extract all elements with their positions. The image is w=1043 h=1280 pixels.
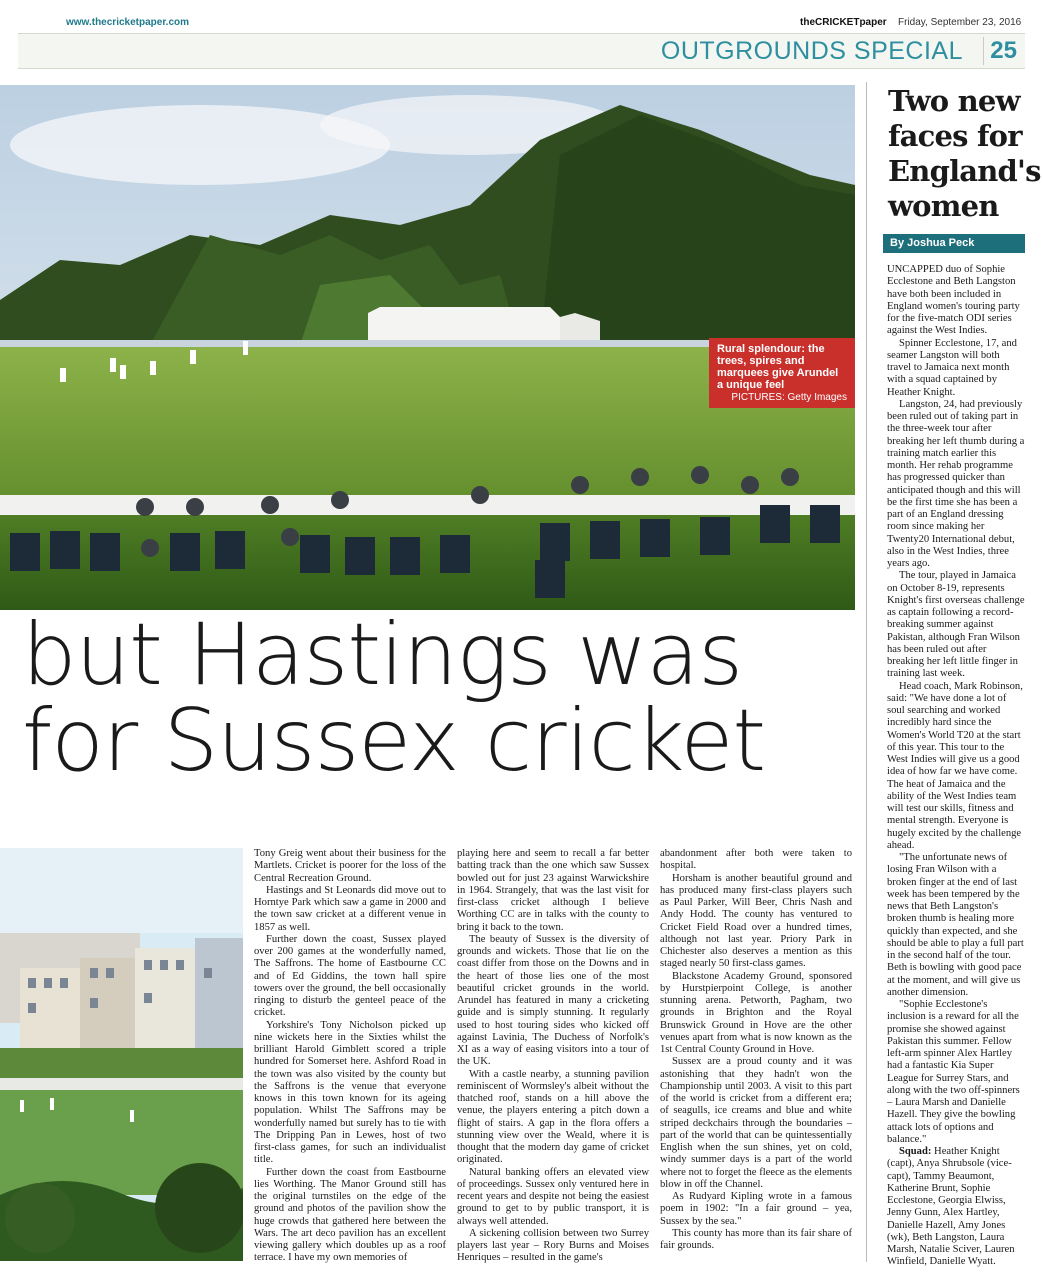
paragraph: Blackstone Academy Ground, sponsored by Hurstpierpoint College, is another stunning arena. Petworth, Pagham, two grounds in Brighton and the Royal Brunswick Ground in Hove are the other venues apart from what is now known as the 1st Central County Ground in Hove. <box>660 970 852 1055</box>
paragraph: The tour, played in Jamaica on October 8-19, represents Knight's first overseas challenge as captain following a record-breaking summer against Pakistan, although Fran Wilson has been ruled out after breaking her left little finger in training last week. <box>887 570 1025 680</box>
paragraph: Horsham is another beautiful ground and has produced many first-class players such as Paul Parker, Will Beer, Chris Nash and Andy Hodd. The county has ventured to Cricket Field Road over a hundred times, although not last year. Priory Park in Chichester also deserves a mention as this staged nearly 50 first-class games. <box>660 872 852 970</box>
paragraph: With a castle nearby, a stunning pavilion reminiscent of Wormsley's albeit without the thatched roof, stands on a hill above the venue, the players entering a pitch down a flight of stairs. A gap in the flora offers a stunning view over the Weald, where it is thought that the modern day game of cricket originated. <box>457 1068 649 1166</box>
coastal-ground-photo <box>0 848 243 1261</box>
article-column-2 <box>457 848 649 1265</box>
paragraph: Tony Greig went about their business for the Martlets. Cricket is poorer for the loss of the Central Recreation Ground. <box>254 848 446 884</box>
paragraph: This county has more than its fair share of fair grounds. <box>660 1227 852 1251</box>
squad-paragraph <box>887 1146 1025 1269</box>
paragraph: Hastings and St Leonards did move out to Horntye Park which saw a game in 2000 and the town saw cricket at a different venue in 1857 as well. <box>254 884 446 933</box>
section-title: OUTGROUNDS SPECIAL <box>660 37 963 65</box>
article-column-3 <box>660 848 852 1252</box>
headline-line-2: for Sussex cricket <box>22 691 766 791</box>
headline-line-1: but Hastings was <box>22 605 743 705</box>
photo-credit: PICTURES: Getty Images <box>731 392 847 403</box>
sidebar-story <box>866 82 1041 1268</box>
paragraph: abandonment after both were taken to hospital. <box>660 848 852 872</box>
paragraph: playing here and seem to recall a far better batting track than the one which saw Sussex bowled out for just 23 against Warwickshire in 1964. Strangely, that was the last visit for first-class cricket although I believe Worthing CC are in talks with the county to bring it back to the town. <box>457 848 649 933</box>
caption-text: Rural splendour: the trees, spires and marquees give Arundel a unique feel <box>717 343 839 391</box>
paragraph: Spinner Ecclestone, 17, and seamer Langston will both travel to Jamaica next month with a squad captained by Heather Knight. <box>887 337 1017 398</box>
website-url: www.thecricketpaper.com <box>66 17 190 28</box>
page-number: 25 <box>983 37 1017 65</box>
issue-date: Friday, September 23, 2016 <box>898 17 1022 28</box>
byline: By Joshua Peck <box>883 234 1025 253</box>
paragraph: Further down the coast, Sussex played over 200 games at the wonderfully named, The Saffrons. The home of Eastbourne CC and of Ed Giddins, the town hall spire towers over the ground, the bell occasionally ringing to disturb the genteel peace of the cricket. <box>254 933 446 1019</box>
paragraph: Langston, 24, had previously been ruled out of taking part in the three-week tour after breaking her left thumb during a training match earlier this month. Her rehab programme has progressed quicker than anticipated though and this will be the first time she has been a part of an England dressing room since making her Twenty20 International debut, also in the West Indies, three years ago. <box>887 398 1025 569</box>
seafront-scene-image <box>0 848 243 1261</box>
paragraph: Sussex are a proud county and it was astonishing that they hadn't won the Championship until 2003. A visit to this part of the world is cricket from a different era; of seagulls, ice creams and blue and white striped deckchairs through the boundaries – part of the world that can be quintessentially English when the sun shines, yet on cold, windy summer days is a part of the world where not to forget the fleece as the elements blow in off the Channel. <box>660 1056 852 1190</box>
publication-brand: theCRICKETpaper <box>800 17 887 28</box>
paragraph: "The unfortunate news of losing Fran Wilson with a broken finger at the end of last week has been tempered by the news that Beth Langston's broken thumb is healing more quickly than expected, and she should be able to play a full part in the second half of the tour. Beth is bowling with good pace at the moment, and will give us another dimension. <box>887 852 1024 998</box>
section-bar <box>18 33 1025 69</box>
article-column-1 <box>254 848 446 1265</box>
paragraph: As Rudyard Kipling wrote in a famous poem in 1902: "In a fair ground – yea, Sussex by the sea." <box>660 1191 852 1227</box>
paragraph: Natural banking offers an elevated view of proceedings. Sussex only ventured here in recent years and despite not being the easiest ground to get to by public transport, it is always well attended. <box>457 1166 649 1227</box>
paragraph: A sickening collision between two Surrey players last year – Rory Burns and Moises Henriques – resulted in the game's <box>457 1227 649 1264</box>
photo-caption <box>709 338 855 408</box>
squad-label: Squad: <box>899 1146 932 1157</box>
paragraph: Further down the coast from Eastbourne lies Worthing. The Manor Ground still has the original turnstiles on the edge of the ground and photos of the pavilion show the huge crowds that gathered here between the Wars. The art deco pavilion has an excellent viewing gallery which doubles up as a roof terrace. I have my own memories of <box>254 1166 446 1264</box>
paragraph: Head coach, Mark Robinson, said: "We have done a lot of soul searching and worked incredibly hard since the Women's World T20 at the start of this year. This tour to the West Indies will give us a good idea of how far we have come. The heat of Jamaica and the ability of the West Indies team will test our skills, fitness and mental strength. Everyone is hugely excited by the challenge ahead. <box>887 680 1023 851</box>
paragraph: UNCAPPED duo of Sophie Ecclestone and Beth Langston have both been included in England women's touring party for the five-match ODI series against the West Indies. <box>887 264 1020 337</box>
paragraph: Yorkshire's Tony Nicholson picked up nine wickets here in the Sixties whilst the brilliant Harold Gimblett scored a triple hundred for Somerset here. Ashford Road in the town was also visited by the county but the Saffrons is the venue that everyone knows in this town known for its ageing population. Whilst The Saffrons may be wonderfully named but surely has to tie with The Dripping Pan in Lewes, host of two first-class games, for such an individualist title. <box>254 1019 446 1166</box>
paragraph: The beauty of Sussex is the diversity of grounds and wickets. Those that lie on the coast differ from those on the Downs and in the heart of those lies one of the most beautiful cricket grounds in the world. Arundel has featured in many a cricketing guide and is simply stunning. It regularly used to host touring sides who kicked off against Lavinia, The Duchess of Norfolk's XI as a way of easing visitors into a tour of the UK. <box>457 933 649 1068</box>
article-headline <box>22 605 842 791</box>
sidebar-headline: Two new faces for England's women <box>888 84 1041 223</box>
squad-list: Heather Knight (capt), Anya Shrubsole (vice-capt), Tammy Beaumont, Katherine Brunt, Sophie Ecclestone, Georgia Elwiss, Jenny Gunn, Alex Hartley, Danielle Hazell, Amy Jones (wk), Beth Langston, Laura Marsh, Natalie Sciver, Lauren Winfield, Danielle Wyatt. <box>887 1146 1015 1268</box>
sidebar-body <box>887 264 1025 1269</box>
paragraph: "Sophie Ecclestone's inclusion is a reward for all the promise she showed against Pakistan this summer. Fellow left-arm spinner Alex Hartley had a fantastic Kia Super League for Surrey Stars, and along with the two off-spinners – Laura Marsh and Danielle Hazell. They give the bowling attack lots of options and balance." <box>887 999 1020 1145</box>
